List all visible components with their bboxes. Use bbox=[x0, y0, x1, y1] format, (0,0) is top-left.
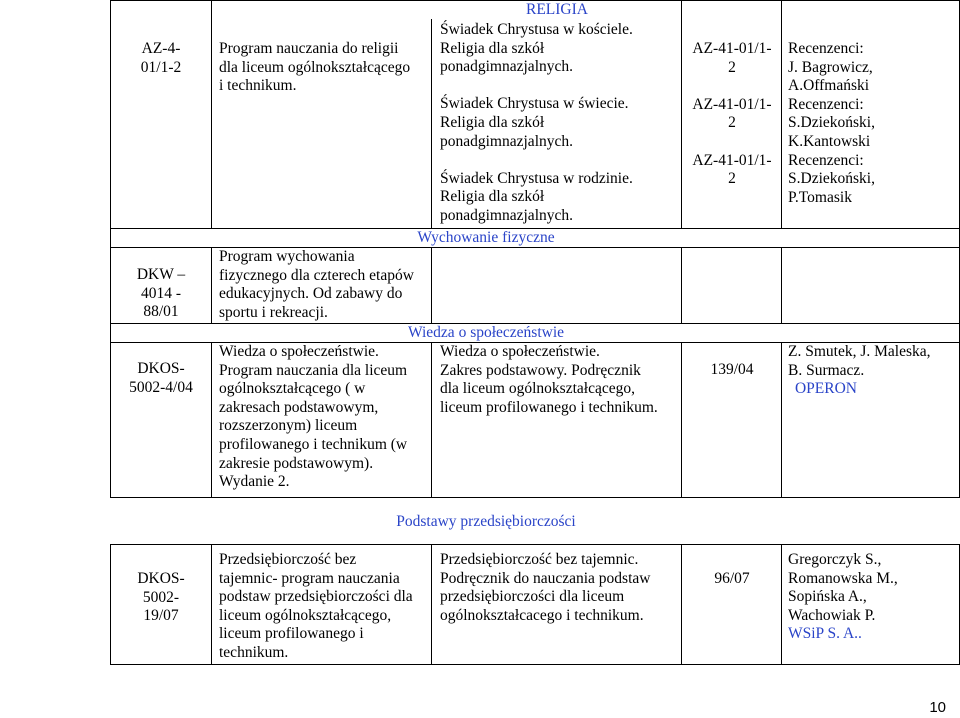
row3-authors-names: Z. Smutek, J. Maleska, B. Surmacz. bbox=[788, 343, 931, 379]
t2-col-3 bbox=[431, 544, 432, 665]
row1-authors: Recenzenci: J. Bagrowicz, A.Offmański Recenzenci: S.Dziekoński, K.Kantowski Recenzenci: S.Dziekoński, P.Tomasik bbox=[788, 40, 875, 206]
row3-code: DKOS- 5002-4/04 bbox=[129, 360, 193, 396]
t2-col-5 bbox=[781, 544, 782, 665]
t2-col-4 bbox=[681, 544, 682, 665]
row1-code: AZ-4- 01/1-2 bbox=[140, 40, 182, 76]
section-header-religia: RELIGIA bbox=[526, 1, 588, 18]
section-header-wf: Wychowanie fizyczne bbox=[417, 229, 555, 246]
row3-approval: 139/04 bbox=[710, 361, 754, 378]
page-number: 10 bbox=[929, 699, 946, 716]
row4-authors-names: Gregorczyk S., Romanowska M., Sopińska A., Wachowiak P. bbox=[788, 551, 898, 624]
t2-col-2 bbox=[211, 544, 212, 665]
row4-textbook: Przedsiębiorczość bez tajemnic. Podręcznik do nauczania podstaw przedsiębiorczości dla liceum ogólnokształcacego i technikum. bbox=[440, 551, 651, 624]
row3-authors bbox=[788, 343, 931, 399]
row2-program: Program wychowania fizycznego dla czterech etapów edukacyjnych. Od zabawy do sportu i rekreacji. bbox=[219, 248, 414, 321]
row3-textbook: Wiedza o społeczeństwie. Zakres podstawowy. Podręcznik dla liceum ogólnokształcącego, liceum profilowanego i technikum. bbox=[440, 343, 658, 416]
col-border-2c bbox=[211, 342, 212, 498]
row4-approval: 96/07 bbox=[714, 570, 750, 587]
col-border-4b bbox=[681, 247, 682, 323]
col-border-3c bbox=[431, 342, 432, 498]
col-border-3b bbox=[431, 247, 432, 323]
col-border-5b bbox=[781, 247, 782, 323]
table2-bottom-border bbox=[110, 664, 960, 665]
row1-program: Program nauczania do religii dla liceum ogólnokształcącego i technikum. bbox=[219, 40, 411, 95]
section-header-wos: Wiedza o społeczeństwie bbox=[407, 324, 565, 341]
col-border-2 bbox=[211, 0, 212, 228]
col-border-3 bbox=[431, 19, 432, 228]
row1-textbooks: Świadek Chrystusa w kościele. Religia dla szkół ponadgimnazjalnych. Świadek Chrystusa w świecie. Religia dla szkół ponadgimnazjalnych. Świadek Chrystusa w rodzinie. Religia dla szkół ponadgimnazjalnych. bbox=[440, 21, 633, 224]
col-border-2b bbox=[211, 247, 212, 323]
row3-bottom-border bbox=[110, 497, 960, 498]
row3-publisher: OPERON bbox=[794, 380, 857, 398]
row4-program: Przedsiębiorczość bez tajemnic- program nauczania podstaw przedsiębiorczości dla liceum ogólnokształcącego, liceum profilowanego i technikum. bbox=[219, 551, 413, 661]
row3-program: Wiedza o społeczeństwie. Program nauczania dla liceum ogólnokształcącego ( w zakresach podstawowym, rozszerzonym) liceum profilowanego i technikum (w zakresie podstawowym). Wydanie 2. bbox=[219, 343, 408, 491]
row4-code: DKOS- 5002- 19/07 bbox=[137, 570, 185, 625]
row1-approval: AZ-41-01/1- 2 AZ-41-01/1- 2 AZ-41-01/1- 2 bbox=[692, 40, 772, 188]
row2-code: DKW – 4014 - 88/01 bbox=[136, 266, 186, 321]
row4-publisher: WSiP S. A.. bbox=[788, 625, 862, 643]
table2-top-border bbox=[110, 544, 960, 545]
row4-authors bbox=[788, 551, 898, 644]
section-header-pp: Podstawy przedsiębiorczości bbox=[396, 513, 576, 530]
